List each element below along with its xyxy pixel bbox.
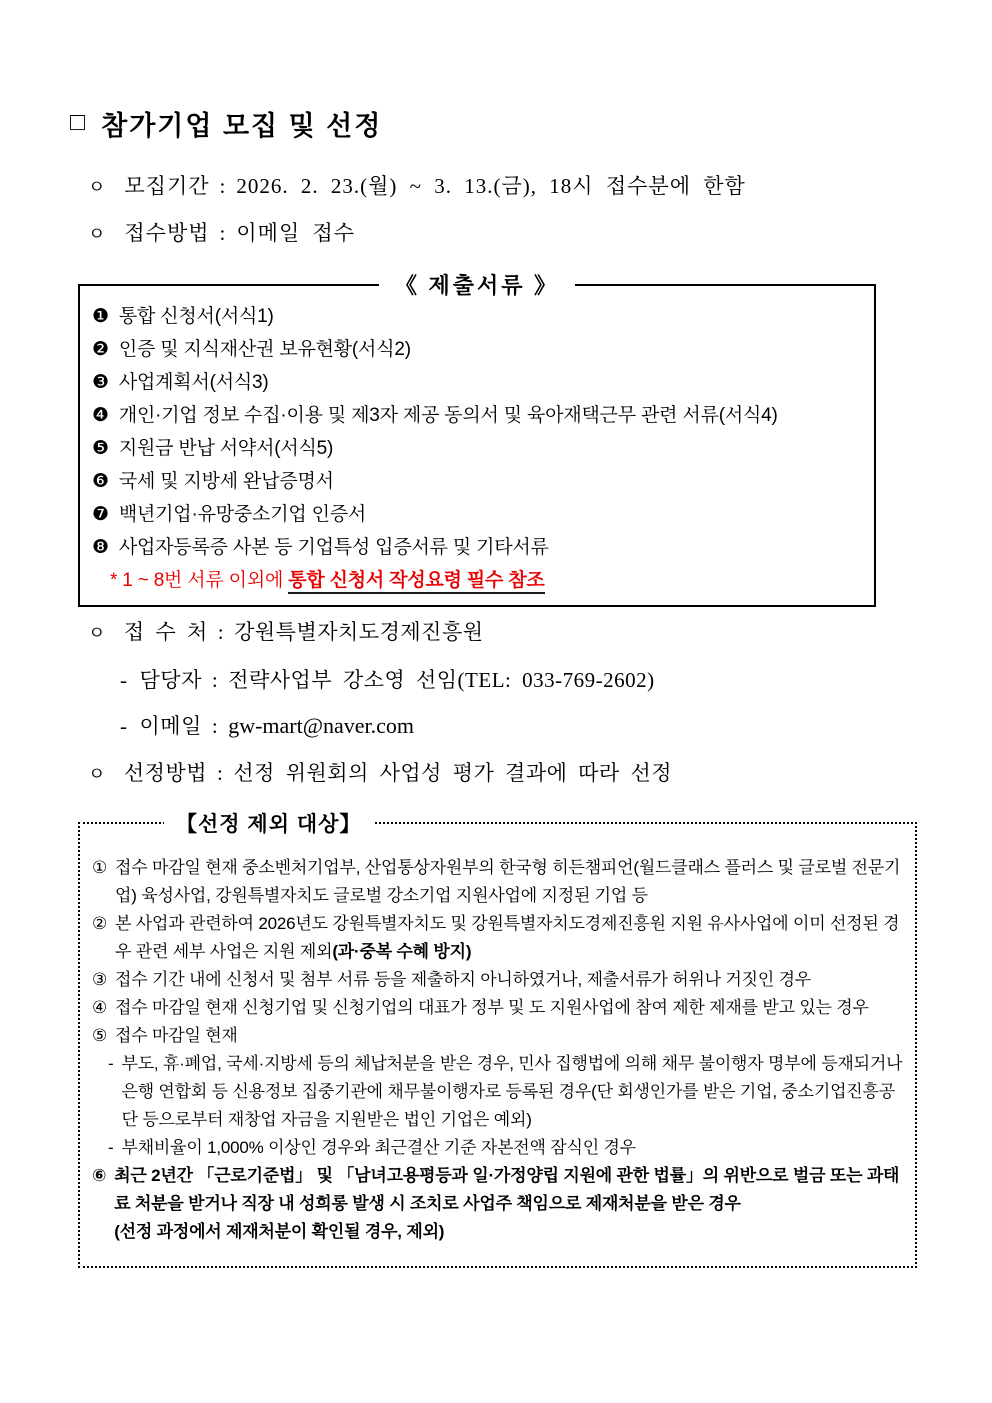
dash-bullet-icon: -: [108, 1054, 114, 1073]
exclusion-item-text: [115, 910, 903, 966]
submission-items: [80, 286, 874, 605]
submission-item-text: 사업자등록증 사본 등 기업특성 입증서류 및 기타서류: [118, 537, 549, 558]
submission-documents-box: [78, 272, 876, 607]
exclusion-items: [80, 824, 915, 1260]
circled-number-2-icon: ❷: [92, 339, 109, 360]
exclusion-item6-note: (선정 과정에서 제재처분이 확인될 경우, 제외): [114, 1222, 445, 1241]
exclusion-item: [92, 1162, 903, 1246]
circled-number-8-icon: ❽: [92, 537, 109, 558]
circled-number-1-icon: ❶: [92, 306, 109, 327]
apply-method-label: 접수방법: [124, 221, 210, 245]
colon-separator: :: [219, 221, 227, 245]
recruit-period-label: 모집기간: [124, 174, 210, 198]
circled-digit-3-icon: ③: [92, 970, 108, 989]
exclusion-item-text: 접수 마감일 현재 신청기업 및 신청기업의 대표가 정부 및 도 지원사업에 참여 제한 제재를 받고 있는 경우: [115, 998, 869, 1017]
selection-method-label: 선정방법: [123, 761, 208, 785]
recruit-period-value: 2026. 2. 23.(월) ~ 3. 13.(금), 18시 접수분에 한함: [236, 174, 746, 198]
exclusion-item: [92, 910, 903, 966]
selection-method-value: 선정 위원회의 사업성 평가 결과에 따라 선정: [233, 761, 673, 785]
page-title: [70, 104, 382, 143]
submission-item-text: 지원금 반납 서약서(서식5): [118, 438, 334, 459]
submission-note-emphasis: 통합 신청서 작성요령 필수 참조: [288, 570, 544, 594]
circled-digit-4-icon: ④: [92, 998, 108, 1017]
circled-number-5-icon: ❺: [92, 438, 109, 459]
circle-bullet-icon: ㅇ: [88, 224, 107, 244]
receipt-office-value: 강원특별자치도경제진흥원: [234, 620, 484, 644]
submission-item-text: 개인·기업 정보 수집·이용 및 제3자 제공 동의서 및 육아재택근무 관련 서류(서식4): [118, 405, 778, 426]
submission-note: [110, 564, 866, 597]
manager-value: 전략사업부 강소영 선임(TEL: 033-769-2602): [228, 668, 655, 692]
dash-bullet-icon: -: [120, 714, 128, 738]
circled-number-6-icon: ❻: [92, 471, 109, 492]
submission-item-text: 통합 신청서(서식1): [118, 306, 274, 327]
colon-separator: :: [211, 714, 219, 738]
exclusion-item-text: 접수 마감일 현재: [115, 1026, 238, 1045]
colon-separator: :: [217, 761, 224, 785]
page-title-text: 참가기업 모집 및 선정: [101, 111, 383, 141]
exclusion-item-text: 접수 기간 내에 신청서 및 첨부 서류 등을 제출하지 아니하였거나, 제출서류가 허위나 거짓인 경우: [115, 970, 812, 989]
submission-box-title: 《 제출서류 》: [379, 269, 575, 300]
exclusion-item: [92, 966, 903, 994]
exclusion-item2-bold: (과·중복 수혜 방지): [332, 942, 472, 961]
circled-number-4-icon: ❹: [92, 405, 109, 426]
email-label: 이메일: [139, 714, 202, 738]
exclusion-item: [92, 854, 903, 910]
colon-separator: :: [217, 620, 225, 644]
circled-digit-1-icon: ①: [92, 858, 108, 877]
submission-item: [92, 432, 866, 465]
receipt-office-line: [88, 616, 484, 646]
submission-item-text: 백년기업·유망중소기업 인증서: [118, 504, 367, 525]
manager-label: 담당자: [139, 668, 202, 692]
circle-bullet-icon: ㅇ: [88, 764, 106, 784]
exclusion-subitem-text: 부채비율이 1,000% 이상인 경우와 최근결산 기준 자본전액 잠식인 경우: [121, 1138, 636, 1157]
submission-item: [92, 300, 866, 333]
colon-separator: :: [211, 668, 219, 692]
exclusion-item: [92, 1022, 903, 1050]
exclusion-box-title: 【선정 제외 대상】: [164, 808, 373, 838]
apply-method-line: [88, 217, 355, 247]
exclusion-subitem-text: 부도, 휴·폐업, 국세·지방세 등의 체납처분을 받은 경우, 민사 집행법에 의해 채무 불이행자 명부에 등재되거나 은행 연합회 등 신용정보 집중기관에 채무불이행자로 등록된 경우(단 회생인가를 받은 기업, 중소기업진흥공단 등으로부터 재창업 자금을 지원받은 법인 기업은 예외): [121, 1054, 903, 1129]
exclusion-subitem: [108, 1134, 903, 1162]
apply-method-value: 이메일 접수: [236, 221, 356, 245]
email-value: gw-mart@naver.com: [228, 713, 415, 738]
circle-bullet-icon: ㅇ: [88, 623, 106, 643]
exclusion-item-text: 접수 마감일 현재 중소벤처기업부, 산업통상자원부의 한국형 히든챔피언(월드클래스 플러스 및 글로벌 전문기업) 육성사업, 강원특별자치도 글로벌 강소기업 지원사업에 지정된 기업 등: [115, 858, 901, 905]
dash-bullet-icon: -: [120, 668, 128, 692]
circle-bullet-icon: ㅇ: [88, 177, 107, 197]
selection-method-line: [88, 757, 672, 787]
submission-item-text: 인증 및 지식재산권 보유현황(서식2): [118, 339, 411, 360]
exclusion-item6-main: 최근 2년간 「근로기준법」 및 「남녀고용평등과 일·가정양립 지원에 관한 법률」의 위반으로 벌금 또는 과태료 처분을 받거나 직장 내 성희롱 발생 시 조치로 사업주 책임으로 제재처분을 받은 경우: [114, 1166, 900, 1213]
submission-item: [92, 531, 866, 564]
exclusion-item: [92, 994, 903, 1022]
exclusion-item-text: [114, 1162, 903, 1246]
circled-digit-6-icon: ⑥: [92, 1166, 107, 1185]
submission-item: [92, 333, 866, 366]
dash-bullet-icon: -: [108, 1138, 114, 1157]
colon-separator: :: [219, 174, 227, 198]
manager-line: [120, 664, 655, 694]
circled-digit-5-icon: ⑤: [92, 1026, 108, 1045]
submission-item-text: 사업계획서(서식3): [118, 372, 269, 393]
submission-item: [92, 498, 866, 531]
submission-item: [92, 399, 866, 432]
circled-number-7-icon: ❼: [92, 504, 109, 525]
exclusion-criteria-box: [78, 812, 917, 1268]
receipt-office-label: 접 수 처: [123, 620, 208, 644]
email-line: [120, 710, 414, 740]
submission-item: [92, 465, 866, 498]
checkbox-icon: □: [70, 108, 88, 136]
submission-item: [92, 366, 866, 399]
submission-note-prefix: * 1 ~ 8번 서류 이외에: [110, 570, 289, 591]
exclusion-subitem: [108, 1050, 903, 1134]
exclusion-item2-normal: 본 사업과 관련하여 2026년도 강원특별자치도 및 강원특별자치도경제진흥원 지원 유사사업에 이미 선정된 경우 관련 세부 사업은 지원 제외: [115, 914, 900, 961]
circled-digit-2-icon: ②: [92, 914, 108, 933]
submission-item-text: 국세 및 지방세 완납증명서: [118, 471, 334, 492]
recruit-period-line: [88, 170, 746, 200]
circled-number-3-icon: ❸: [92, 372, 109, 393]
